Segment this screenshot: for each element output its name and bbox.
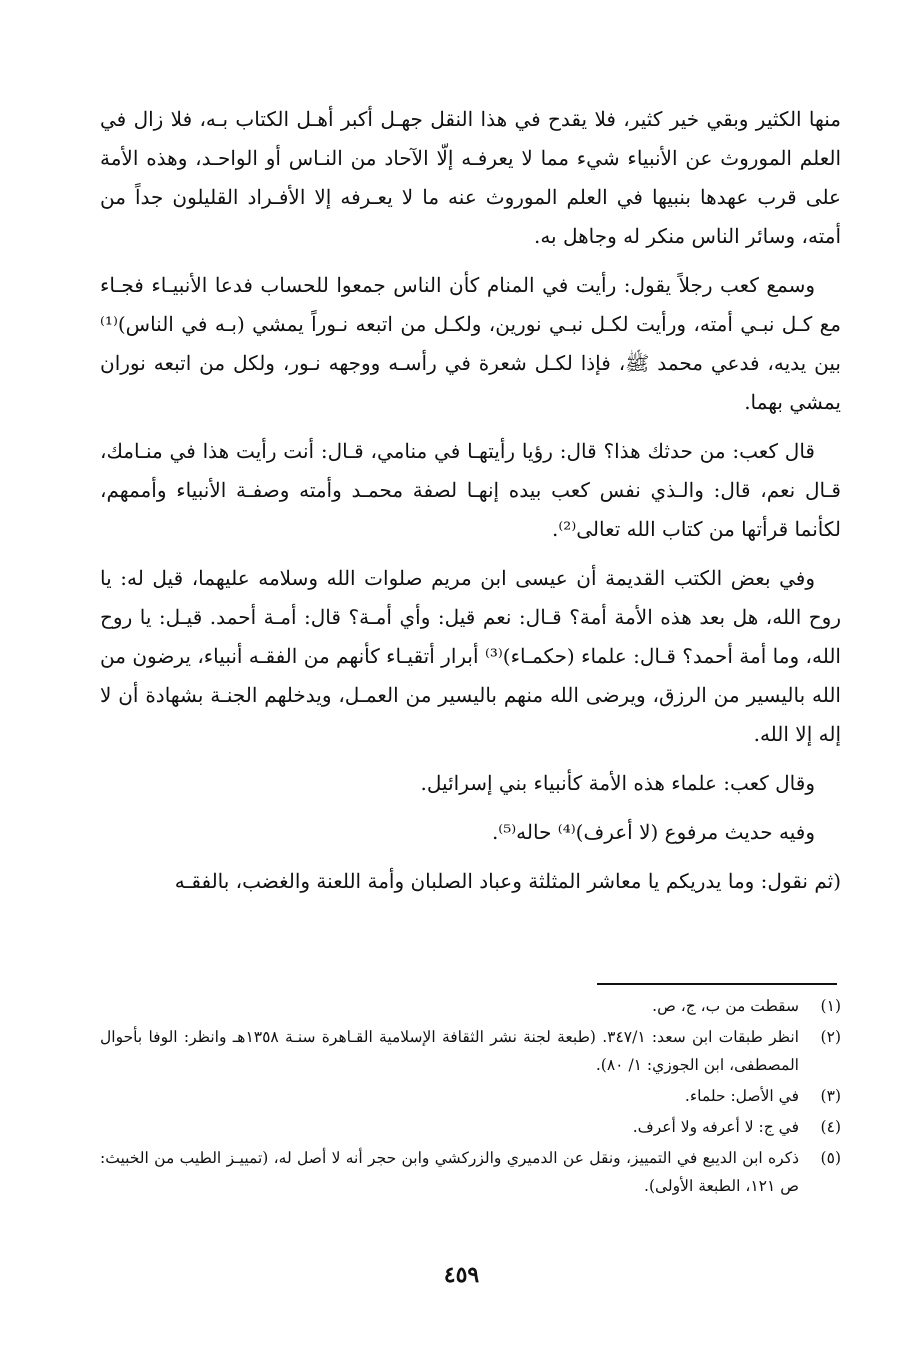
paragraph-5: وقال كعب: علماء هذه الأمة كأنبياء بني إسرائيل. xyxy=(420,771,815,795)
paragraph-4: وفي بعض الكتب القديمة أن عيسى ابن مريم صلوات الله وسلامه عليهما، قيل له: يا روح الله، هل بعد هذه الأمة أمة؟ قـال: نعم قيل: وأي أمـة؟ قال: أمـة أحمد. قيـل: يا روح الله، وما أمة أحمد؟ قـال: علماء (حكمـاء)⁽³⁾ أبرار أتقيـاء كأنهم من الفقـه أنبياء، يرضون من الله باليسير من الرزق، ويرضى الله منهم باليسير من العمـل، ويدخلهم الجنـة بشهادة أن لا إله إلا الله. xyxy=(100,566,841,746)
paragraph-1: منها الكثير وبقي خير كثير، فلا يقدح في هذا النقل جهـل أكبر أهـل الكتاب بـه، فلا زال في العلم الموروث عن الأنبياء شيء مما لا يعرفـه إلّا الآحاد من النـاس أو الواحـد، وهذه الأمة على قرب عهدها بنبيها في العلم الموروث عنه ما لا يعـرفه إلا الأفـراد القليلون جداً من أمته، وسائر الناس منكر له وجاهل به. xyxy=(100,107,841,248)
footnote-2 xyxy=(100,1023,841,1079)
main-text xyxy=(100,100,841,911)
footnote-text: سقطت من ب، ج، ص. xyxy=(652,997,799,1015)
page-number: ٤٥٩ xyxy=(443,1262,480,1288)
footnote-text: انظر طبقات ابن سعد: ٣٤٧/١. (طبعة لجنة نشر الثقافة الإسلامية القـاهرة سنـة ١٣٥٨هـ وانظر: الوفا بأحوال المصطفى، ابن الجوزي: ١/ ٨٠). xyxy=(100,1028,799,1074)
footnote-number: (٢) xyxy=(820,1028,841,1046)
footnote-number: (٤) xyxy=(820,1118,841,1136)
paragraph-3: قال كعب: من حدثك هذا؟ قال: رؤيا رأيتهـا في منامي، قـال: أنت رأيت هذا في منـامك، قـال نعم، قال: والـذي نفس كعب بيده إنهـا لصفة محمـد وأمته وصفـة الأنبياء وأممهم، لكأنما قرأتها من كتاب الله تعالى⁽²⁾. xyxy=(100,439,841,541)
footnote-1 xyxy=(100,992,841,1020)
footnote-number: (١) xyxy=(820,997,841,1015)
footnote-text: في الأصل: حلماء. xyxy=(684,1087,799,1105)
footnotes xyxy=(100,992,841,1203)
paragraph-7: (ثم نقول: وما يدريكم يا معاشر المثلثة وعباد الصلبان وأمة اللعنة والغضب، بالفقـه xyxy=(174,869,841,893)
footnote-4 xyxy=(100,1113,841,1141)
footnote-number: (٥) xyxy=(820,1149,841,1167)
paragraph-6: وفيه حديث مرفوع (لا أعرف)⁽⁴⁾ حاله⁽⁵⁾. xyxy=(491,820,815,844)
footnote-text: ذكره ابن الديبع في التمييز، ونقل عن الدميري والزركشي وابن حجر أنه لا أصل له، (تمييـز الطيب من الخبيث: ص ١٢١، الطبعة الأولى). xyxy=(100,1149,799,1195)
footnote-divider xyxy=(597,983,837,985)
footnote-number: (٣) xyxy=(820,1087,841,1105)
footnote-text: في ج: لا أعرفه ولا أعرف. xyxy=(632,1118,799,1136)
paragraph-2: وسمع كعب رجلاً يقول: رأيت في المنام كأن الناس جمعوا للحساب فدعا الأنبيـاء فجـاء مع كـل نبـي أمته، ورأيت لكـل نبـي نورين، ولكـل من اتبعه نـوراً يمشي (بـه في الناس)⁽¹⁾ بين يديه، فدعي محمد ﷺ، فإذا لكـل شعرة في رأسـه ووجهه نـور، ولكل من اتبعه نوران يمشي بهما. xyxy=(100,273,841,414)
footnote-3 xyxy=(100,1082,841,1110)
footnote-5 xyxy=(100,1144,841,1200)
